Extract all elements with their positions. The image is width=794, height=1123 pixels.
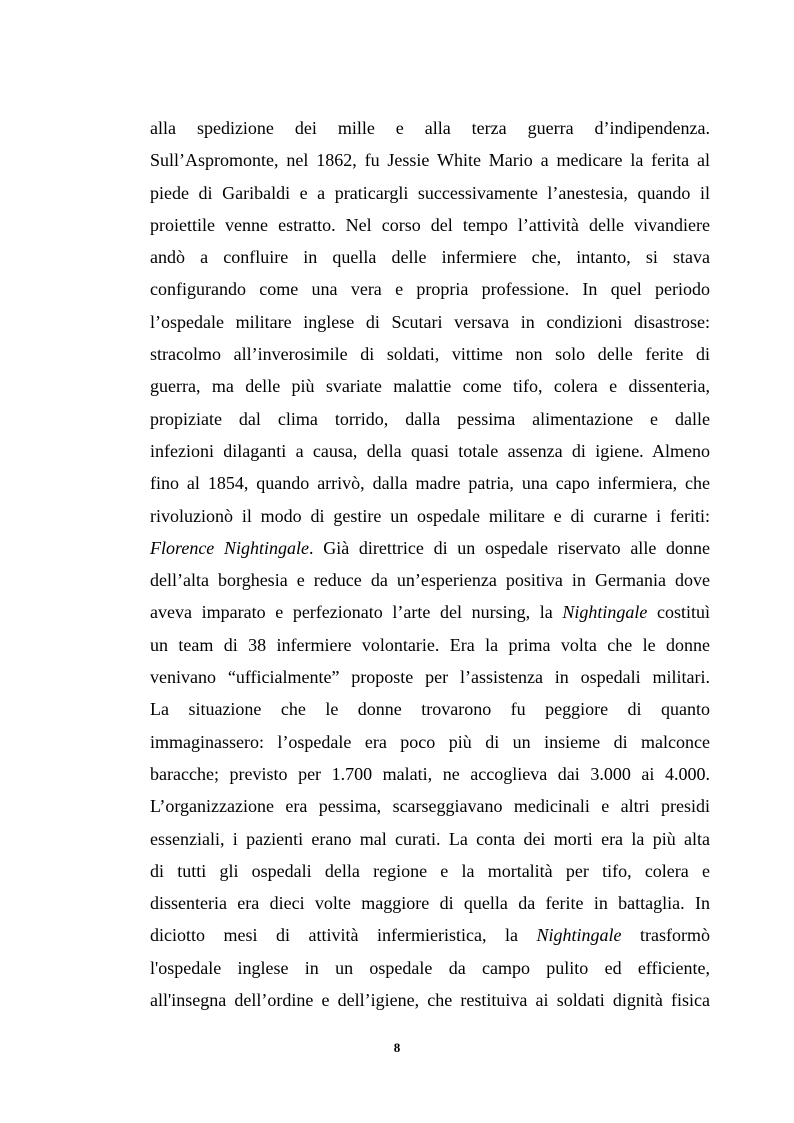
text-run: piede di Garibaldi e a praticargli successivamente l’anestesia, quando il xyxy=(150,182,710,203)
text-run: stracolmo all’inverosimile di soldati, vittime non solo delle ferite di xyxy=(150,344,710,365)
text-line xyxy=(150,144,710,176)
text-line xyxy=(150,112,710,144)
text-line xyxy=(150,467,710,499)
text-run: venivano “ufficialmente” proposte per l’assistenza in ospedali militari. xyxy=(150,667,710,688)
text-line xyxy=(150,758,710,790)
text-run: di tutti gli ospedali della regione e la mortalità per tifo, colera e xyxy=(150,860,710,881)
text-line xyxy=(150,241,710,273)
body-text xyxy=(150,112,710,1016)
text-line xyxy=(150,984,710,1016)
text-run: l'ospedale inglese in un ospedale da campo pulito ed efficiente, xyxy=(150,957,710,978)
text-run: costituì xyxy=(647,602,710,623)
text-run: aveva imparato e perfezionato l’arte del nursing, la xyxy=(150,602,563,623)
text-line xyxy=(150,338,710,370)
text-line xyxy=(150,629,710,661)
text-line xyxy=(150,564,710,596)
text-run: . Già direttrice di un ospedale riservato alle donne xyxy=(309,537,710,558)
text-line xyxy=(150,500,710,532)
text-run: La situazione che le donne trovarono fu peggiore di quanto xyxy=(150,699,710,720)
text-line xyxy=(150,823,710,855)
text-run: Sull’Aspromonte, nel 1862, fu Jessie White Mario a medicare la ferita al xyxy=(150,150,710,171)
text-run: all'insegna dell’ordine e dell’igiene, che restituiva ai soldati dignità fisica xyxy=(150,990,710,1011)
italic-name: Florence Nightingale xyxy=(150,537,310,558)
text-run: diciotto mesi di attività infermieristica, la xyxy=(150,925,537,946)
text-run: guerra, ma delle più svariate malattie come tifo, colera e dissenteria, xyxy=(150,376,710,397)
text-line xyxy=(150,306,710,338)
text-line xyxy=(150,177,710,209)
text-line xyxy=(150,855,710,887)
text-run: baracche; previsto per 1.700 malati, ne accoglieva dai 3.000 ai 4.000. xyxy=(150,763,710,784)
text-run: propiziate dal clima torrido, dalla pessima alimentazione e dalle xyxy=(150,408,710,429)
text-line xyxy=(150,952,710,984)
text-run: infezioni dilaganti a causa, della quasi totale assenza di igiene. Almeno xyxy=(150,440,710,461)
text-line xyxy=(150,435,710,467)
text-run: fino al 1854, quando arrivò, dalla madre patria, una capo infermiera, che xyxy=(150,473,710,494)
text-run: configurando come una vera e propria professione. In quel periodo xyxy=(150,279,710,300)
text-line xyxy=(150,532,710,564)
text-line xyxy=(150,790,710,822)
italic-name: Nightingale xyxy=(536,925,622,946)
text-line xyxy=(150,209,710,241)
text-run: alla spedizione dei mille e alla terza guerra d’indipendenza. xyxy=(150,118,710,138)
text-run: immaginassero: l’ospedale era poco più di un insieme di malconce xyxy=(150,731,710,752)
italic-name: Nightingale xyxy=(562,602,648,623)
text-run: proiettile venne estratto. Nel corso del tempo l’attività delle vivandiere xyxy=(150,214,710,235)
text-run: andò a confluire in quella delle infermiere che, intanto, si stava xyxy=(150,247,710,268)
text-line xyxy=(150,726,710,758)
text-line xyxy=(150,693,710,725)
text-run: rivoluzionò il modo di gestire un ospedale militare e di curarne i feriti: xyxy=(150,505,710,526)
text-run: essenziali, i pazienti erano mal curati. La conta dei morti era la più alta xyxy=(150,828,710,849)
text-run: trasformò xyxy=(621,925,710,946)
text-line xyxy=(150,403,710,435)
text-run: dissenteria era dieci volte maggiore di quella da ferite in battaglia. In xyxy=(150,893,710,914)
text-run: L’organizzazione era pessima, scarseggiavano medicinali e altri presidi xyxy=(150,796,710,817)
text-line xyxy=(150,887,710,919)
text-line xyxy=(150,273,710,305)
text-run: dell’alta borghesia e reduce da un’esperienza positiva in Germania dove xyxy=(150,570,710,591)
text-line xyxy=(150,596,710,628)
page-number: 8 xyxy=(393,1040,401,1055)
text-line xyxy=(150,370,710,402)
text-line xyxy=(150,661,710,693)
text-run: l’ospedale militare inglese di Scutari versava in condizioni disastrose: xyxy=(150,311,710,332)
text-run: un team di 38 infermiere volontarie. Era la prima volta che le donne xyxy=(150,634,710,655)
text-line xyxy=(150,919,710,951)
